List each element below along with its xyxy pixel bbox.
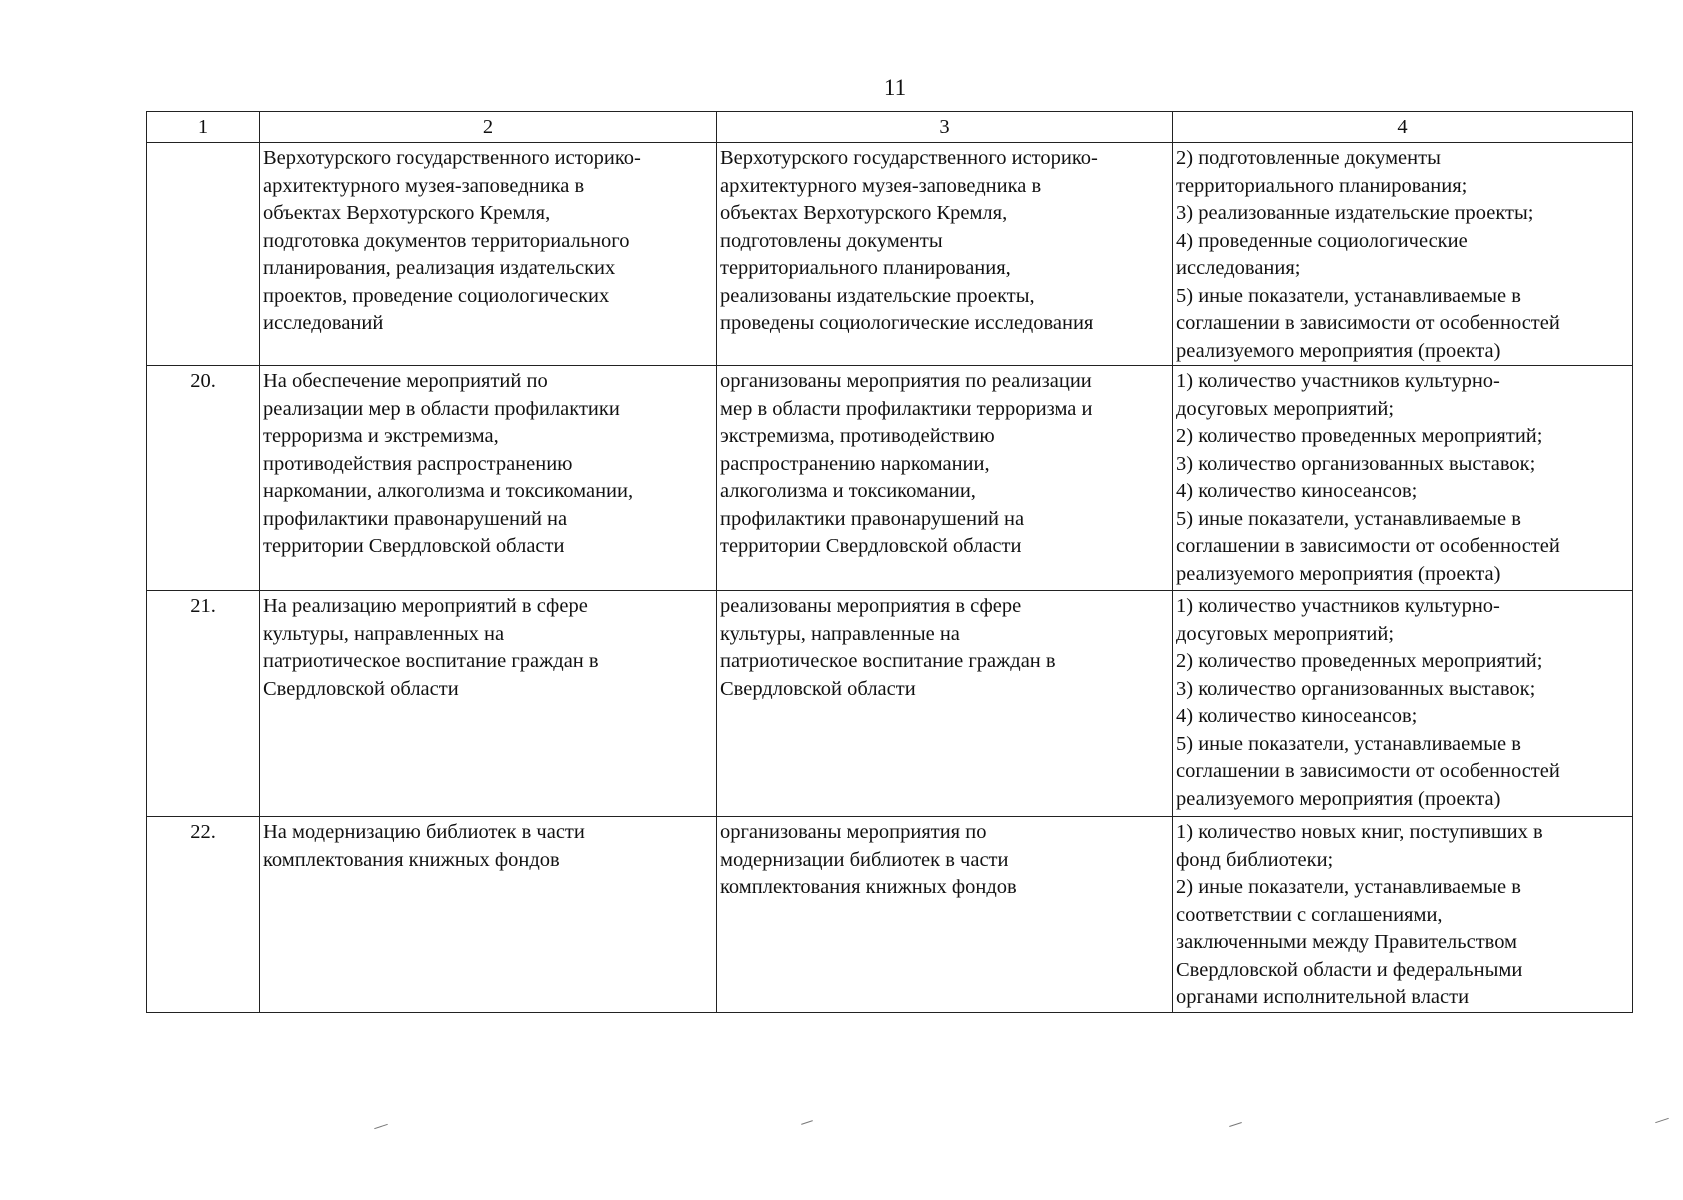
cell-text-line: профилактики правонарушений на	[720, 507, 1025, 530]
column-number-3: 3	[717, 112, 1173, 143]
cell-text-line: фонд библиотеки;	[1176, 848, 1334, 871]
cell-text-line: территориального планирования,	[720, 257, 1011, 279]
cell-text-line: подготовка документов территориального	[263, 229, 630, 252]
indicators-cell	[1173, 143, 1633, 366]
measure-description-cell	[260, 366, 717, 591]
cell-text-line: На модернизацию библиотек в части	[263, 821, 585, 843]
cell-text-line: подготовлены документы	[720, 229, 943, 252]
cell-text-line: органами исполнительной власти	[1176, 986, 1470, 1008]
cell-text-line: 5) иные показатели, устанавливаемые в	[1176, 732, 1521, 755]
cell-text-line: реализованы издательские проекты,	[720, 284, 1035, 307]
cell-text-line: Свердловской области	[720, 677, 916, 700]
column-number-1: 1	[147, 112, 260, 143]
table-row	[147, 143, 1633, 366]
cell-text-line: терроризма и экстремизма,	[263, 425, 499, 447]
cell-text-line: модернизации библиотек в части	[720, 848, 1009, 871]
cell-text-line: соответствии с соглашениями,	[1176, 903, 1443, 926]
row-number-cell: 22.	[147, 817, 260, 1013]
cell-text-line: Свердловской области и федеральными	[1176, 958, 1523, 981]
cell-text-line: организованы мероприятия по реализации	[720, 370, 1092, 392]
cell-text-line: 2) количество проведенных мероприятий;	[1176, 650, 1543, 672]
cell-text-line: реализации мер в области профилактики	[263, 397, 620, 420]
cell-text-line: комплектования книжных фондов	[720, 876, 1017, 898]
expected-result-cell	[717, 143, 1173, 366]
cell-text-line: 3) количество организованных выставок;	[1176, 452, 1536, 475]
table-row	[147, 591, 1633, 817]
table-header-row	[147, 112, 1633, 143]
cell-text-line: экстремизма, противодействию	[720, 425, 995, 447]
cell-text-line: профилактики правонарушений на	[263, 507, 568, 530]
cell-text-line: 4) количество киносеансов;	[1176, 705, 1418, 727]
expected-result-cell	[717, 366, 1173, 591]
cell-text-line: исследования;	[1176, 257, 1301, 279]
cell-text-line: распространению наркомании,	[720, 452, 990, 475]
cell-text-line: Свердловской области	[263, 677, 459, 700]
cell-text-line: организованы мероприятия по	[720, 821, 987, 843]
cell-text-line: 2) количество проведенных мероприятий;	[1176, 425, 1543, 447]
cell-text-line: На обеспечение мероприятий по	[263, 370, 548, 392]
cell-text-line: На реализацию мероприятий в сфере	[263, 595, 588, 617]
measure-description-cell	[260, 591, 717, 817]
cell-text-line: досуговых мероприятий;	[1176, 622, 1395, 645]
row-number-cell: 21.	[147, 591, 260, 817]
cell-text-line: 2) подготовленные документы	[1176, 147, 1441, 169]
cell-text-line: комплектования книжных фондов	[263, 848, 560, 871]
cell-text-line: исследований	[263, 312, 384, 334]
cell-text-line: планирования, реализация издательских	[263, 257, 616, 279]
measure-description-cell	[260, 817, 717, 1013]
cell-text-line: 3) количество организованных выставок;	[1176, 677, 1536, 700]
cell-text-line: соглашении в зависимости от особенностей	[1176, 760, 1560, 782]
cell-text-line: территориального планирования;	[1176, 174, 1468, 197]
cell-text-line: территории Свердловской области	[263, 535, 565, 557]
cell-text-line: 5) иные показатели, устанавливаемые в	[1176, 507, 1521, 530]
cell-text-line: соглашении в зависимости от особенностей	[1176, 535, 1560, 557]
column-number-4: 4	[1173, 112, 1633, 143]
results-table	[146, 111, 1633, 1013]
expected-result-cell	[717, 817, 1173, 1013]
cell-text-line: 1) количество участников культурно-	[1176, 370, 1500, 392]
cell-text-line: 4) проведенные социологические	[1176, 229, 1468, 252]
scan-artifact-mark	[1229, 1122, 1242, 1127]
table-row	[147, 366, 1633, 591]
indicators-cell	[1173, 591, 1633, 817]
cell-text-line: патриотическое воспитание граждан в	[263, 650, 599, 672]
cell-text-line: реализуемого мероприятия (проекта)	[1176, 562, 1501, 585]
cell-text-line: территории Свердловской области	[720, 535, 1022, 557]
scan-artifact-mark	[374, 1124, 388, 1129]
indicators-cell	[1173, 817, 1633, 1013]
cell-text-line: патриотическое воспитание граждан в	[720, 650, 1056, 672]
row-number-cell	[147, 143, 260, 366]
cell-text-line: Верхотурского государственного историко-	[263, 147, 641, 169]
cell-text-line: проектов, проведение социологических	[263, 284, 610, 307]
cell-text-line: досуговых мероприятий;	[1176, 397, 1395, 420]
cell-text-line: соглашении в зависимости от особенностей	[1176, 312, 1560, 334]
cell-text-line: объектах Верхотурского Кремля,	[263, 202, 551, 224]
scan-artifact-mark	[1655, 1118, 1669, 1123]
cell-text-line: культуры, направленные на	[720, 622, 960, 645]
cell-text-line: 1) количество новых книг, поступивших в	[1176, 821, 1543, 843]
cell-text-line: архитектурного музея-заповедника в	[720, 174, 1042, 197]
cell-text-line: реализуемого мероприятия (проекта)	[1176, 787, 1501, 810]
column-number-2: 2	[260, 112, 717, 143]
cell-text-line: культуры, направленных на	[263, 622, 505, 645]
cell-text-line: 4) количество киносеансов;	[1176, 480, 1418, 502]
measure-description-cell	[260, 143, 717, 366]
cell-text-line: Верхотурского государственного историко-	[720, 147, 1098, 169]
indicators-cell	[1173, 366, 1633, 591]
cell-text-line: 5) иные показатели, устанавливаемые в	[1176, 284, 1521, 307]
expected-result-cell	[717, 591, 1173, 817]
table-row	[147, 817, 1633, 1013]
cell-text-line: наркомании, алкоголизма и токсикомании,	[263, 480, 634, 502]
cell-text-line: 1) количество участников культурно-	[1176, 595, 1500, 617]
cell-text-line: заключенными между Правительством	[1176, 931, 1518, 953]
cell-text-line: объектах Верхотурского Кремля,	[720, 202, 1008, 224]
cell-text-line: проведены социологические исследования	[720, 312, 1094, 334]
scan-artifact-mark	[801, 1120, 813, 1125]
cell-text-line: мер в области профилактики терроризма и	[720, 397, 1093, 420]
row-number-cell: 20.	[147, 366, 260, 591]
cell-text-line: алкоголизма и токсикомании,	[720, 480, 976, 502]
cell-text-line: 2) иные показатели, устанавливаемые в	[1176, 876, 1521, 898]
cell-text-line: противодействия распространению	[263, 452, 573, 475]
cell-text-line: реализованы мероприятия в сфере	[720, 595, 1022, 617]
page-number: 11	[883, 75, 907, 100]
cell-text-line: реализуемого мероприятия (проекта)	[1176, 339, 1501, 362]
cell-text-line: 3) реализованные издательские проекты;	[1176, 202, 1534, 224]
cell-text-line: архитектурного музея-заповедника в	[263, 174, 585, 197]
